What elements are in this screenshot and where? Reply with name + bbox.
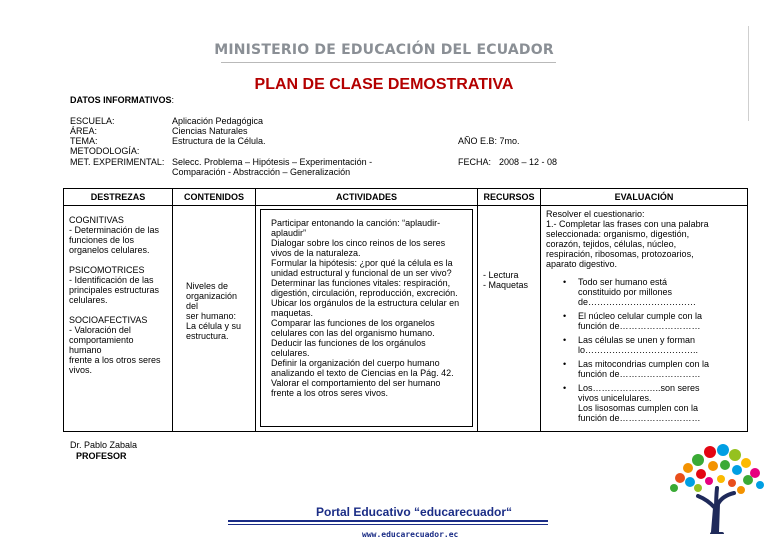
contenido-line: organización del — [186, 291, 238, 311]
footer-divider-thin — [228, 524, 548, 525]
escuela-label: ESCUELA: — [70, 116, 115, 126]
page-title: PLAN DE CLASE DEMOSTRATIVA — [254, 76, 514, 93]
table-header-row — [64, 189, 748, 206]
actividad-line: celulares. — [271, 348, 310, 358]
bullet-icon: • — [563, 277, 567, 287]
footer-divider — [228, 520, 548, 522]
area-value: Ciencias Naturales — [172, 126, 248, 136]
destreza-line: organelos celulares. — [69, 245, 150, 255]
header-destrezas: DESTREZAS — [64, 189, 173, 206]
destreza-heading: SOCIOAFECTIVAS — [69, 315, 148, 325]
actividad-line: Valorar el comportamiento del ser humano — [271, 378, 441, 388]
fecha-label: FECHA: — [458, 157, 492, 167]
teacher-name: Dr. Pablo Zabala — [70, 440, 138, 450]
tema-value: Estructura de la Célula. — [172, 136, 266, 146]
header-actividades: ACTIVIDADES — [256, 189, 478, 206]
header-recursos: RECURSOS — [478, 189, 541, 206]
actividades-cell — [256, 206, 478, 432]
destreza-line: - Identificación de las — [69, 275, 154, 285]
area-label: ÁREA: — [70, 126, 98, 136]
actividad-line: Comparar las funciones de los organelos — [271, 318, 435, 328]
contenidos-cell — [173, 206, 256, 432]
destreza-heading: COGNITIVAS — [69, 215, 124, 225]
recurso-item: - Lectura — [483, 270, 519, 280]
contenido-line: estructura. — [186, 331, 229, 341]
met-experimental-value-1: Selecc. Problema – Hipótesis – Experimentación - — [172, 157, 373, 167]
destreza-line: - Determinación de las — [69, 225, 160, 235]
bullet-icon: • — [563, 383, 567, 393]
list-item: • Todo ser humano está constituido por millones de……………………………… — [563, 277, 697, 307]
evaluacion-cell — [541, 206, 748, 432]
recurso-item: - Maquetas — [483, 280, 529, 290]
header-contenidos: CONTENIDOS — [173, 189, 256, 206]
destreza-line: principales estructuras — [69, 285, 160, 295]
list-item: • Las células se unen y forman lo……………………………….. — [563, 335, 699, 355]
actividad-line: celulares con las del organismo humano. — [271, 328, 435, 338]
actividad-line: Deducir las funciones de los orgánulos — [271, 338, 426, 348]
evaluacion-line: aparato digestivo. — [546, 259, 618, 269]
actividad-line: vivos de la naturaleza. — [271, 248, 361, 258]
destreza-line: comportamiento humano — [69, 335, 134, 355]
fecha-value: 2008 – 12 - 08 — [499, 157, 558, 167]
evaluacion-line: respiración, ribosomas, protozoarios, — [546, 249, 694, 259]
met-experimental-value-2: Comparación - Abstracción – Generalización — [172, 167, 351, 177]
evaluacion-line: Resolver el cuestionario: — [546, 209, 645, 219]
margin-line — [748, 26, 749, 121]
destreza-line: celulares. — [69, 295, 108, 305]
table-row — [64, 206, 748, 432]
actividad-line: Determinar las funciones vitales: respiración, — [271, 278, 451, 288]
metodologia-label: METODOLOGÍA: — [70, 146, 140, 156]
actividad-line: Formular la hipótesis: ¿por qué la célula es la — [271, 258, 453, 268]
bullet-icon: • — [563, 359, 567, 369]
met-experimental-label: MET. EXPERIMENTAL: — [70, 157, 165, 167]
actividad-line: aplaudir” — [271, 228, 307, 238]
destreza-line: funciones de los — [69, 235, 135, 245]
tema-label: TEMA: — [70, 136, 98, 146]
actividades-box — [260, 209, 473, 427]
portal-name: Portal Educativo “educarecuador“ — [316, 505, 513, 519]
ano-label: AÑO E.B: 7mo. — [458, 136, 520, 146]
destreza-line: - Valoración del — [69, 325, 131, 335]
recursos-cell — [478, 206, 541, 432]
destreza-line: frente a los otros seres — [69, 355, 161, 365]
list-item: • El núcleo celular cumple con la función de……………………… — [563, 311, 703, 331]
escuela-value: Aplicación Pedagógica — [172, 116, 264, 126]
evaluacion-line: seleccionada: organismo, digestión, — [546, 229, 690, 239]
portal-url[interactable]: www.educarecuador.ec — [362, 530, 459, 539]
actividad-line: Ubicar los orgánulos de la estructura celular en — [271, 298, 460, 308]
actividad-line: frente a los otros seres vivos. — [271, 388, 389, 398]
destrezas-cell — [64, 206, 173, 432]
contenido-line: Niveles de — [186, 281, 229, 291]
header-evaluacion: EVALUACIÓN — [541, 189, 748, 206]
actividad-line: maquetas. — [271, 308, 314, 318]
actividad-line: Dialogar sobre los cinco reinos de los seres — [271, 238, 446, 248]
evaluacion-line: corazón, tejidos, células, núcleo, — [546, 239, 677, 249]
teacher-role: PROFESOR — [76, 451, 127, 461]
contenido-line: La célula y su — [186, 321, 242, 331]
actividad-line: Participar entonando la canción: “aplaudir- — [271, 218, 441, 228]
destreza-line: vivos. — [69, 365, 93, 375]
evaluacion-line: 1.- Completar las frases con una palabra — [546, 219, 709, 229]
datos-heading: DATOS INFORMATIVOS: — [70, 95, 175, 105]
actividad-line: unidad estructural y funcional de un ser vivo? — [271, 268, 452, 278]
actividad-line: analizando el texto de Ciencias en la Pág. 42. — [271, 368, 454, 378]
list-item: • Los…………………..son seres vivos unicelulares. — [563, 383, 700, 403]
actividad-line: digestión, circulación, reproducción, excreción. — [271, 288, 458, 298]
lesson-plan-table — [63, 188, 748, 432]
bullet-icon: • — [563, 335, 567, 345]
ministry-heading: MINISTERIO DE EDUCACIÓN DEL ECUADOR — [214, 42, 554, 58]
list-item: Los lisosomas cumplen con la función de……………………… — [578, 403, 701, 423]
bullet-icon: • — [563, 311, 567, 321]
list-item: • Las mitocondrias cumplen con la función de……………………… — [563, 359, 710, 379]
destreza-heading: PSICOMOTRICES — [69, 265, 145, 275]
contenido-line: ser humano: — [186, 311, 237, 321]
evaluacion-list — [546, 277, 742, 423]
actividad-line: Definir la organización del cuerpo humano — [271, 358, 440, 368]
tree-logo-icon — [668, 438, 766, 534]
ministry-divider — [221, 62, 556, 63]
